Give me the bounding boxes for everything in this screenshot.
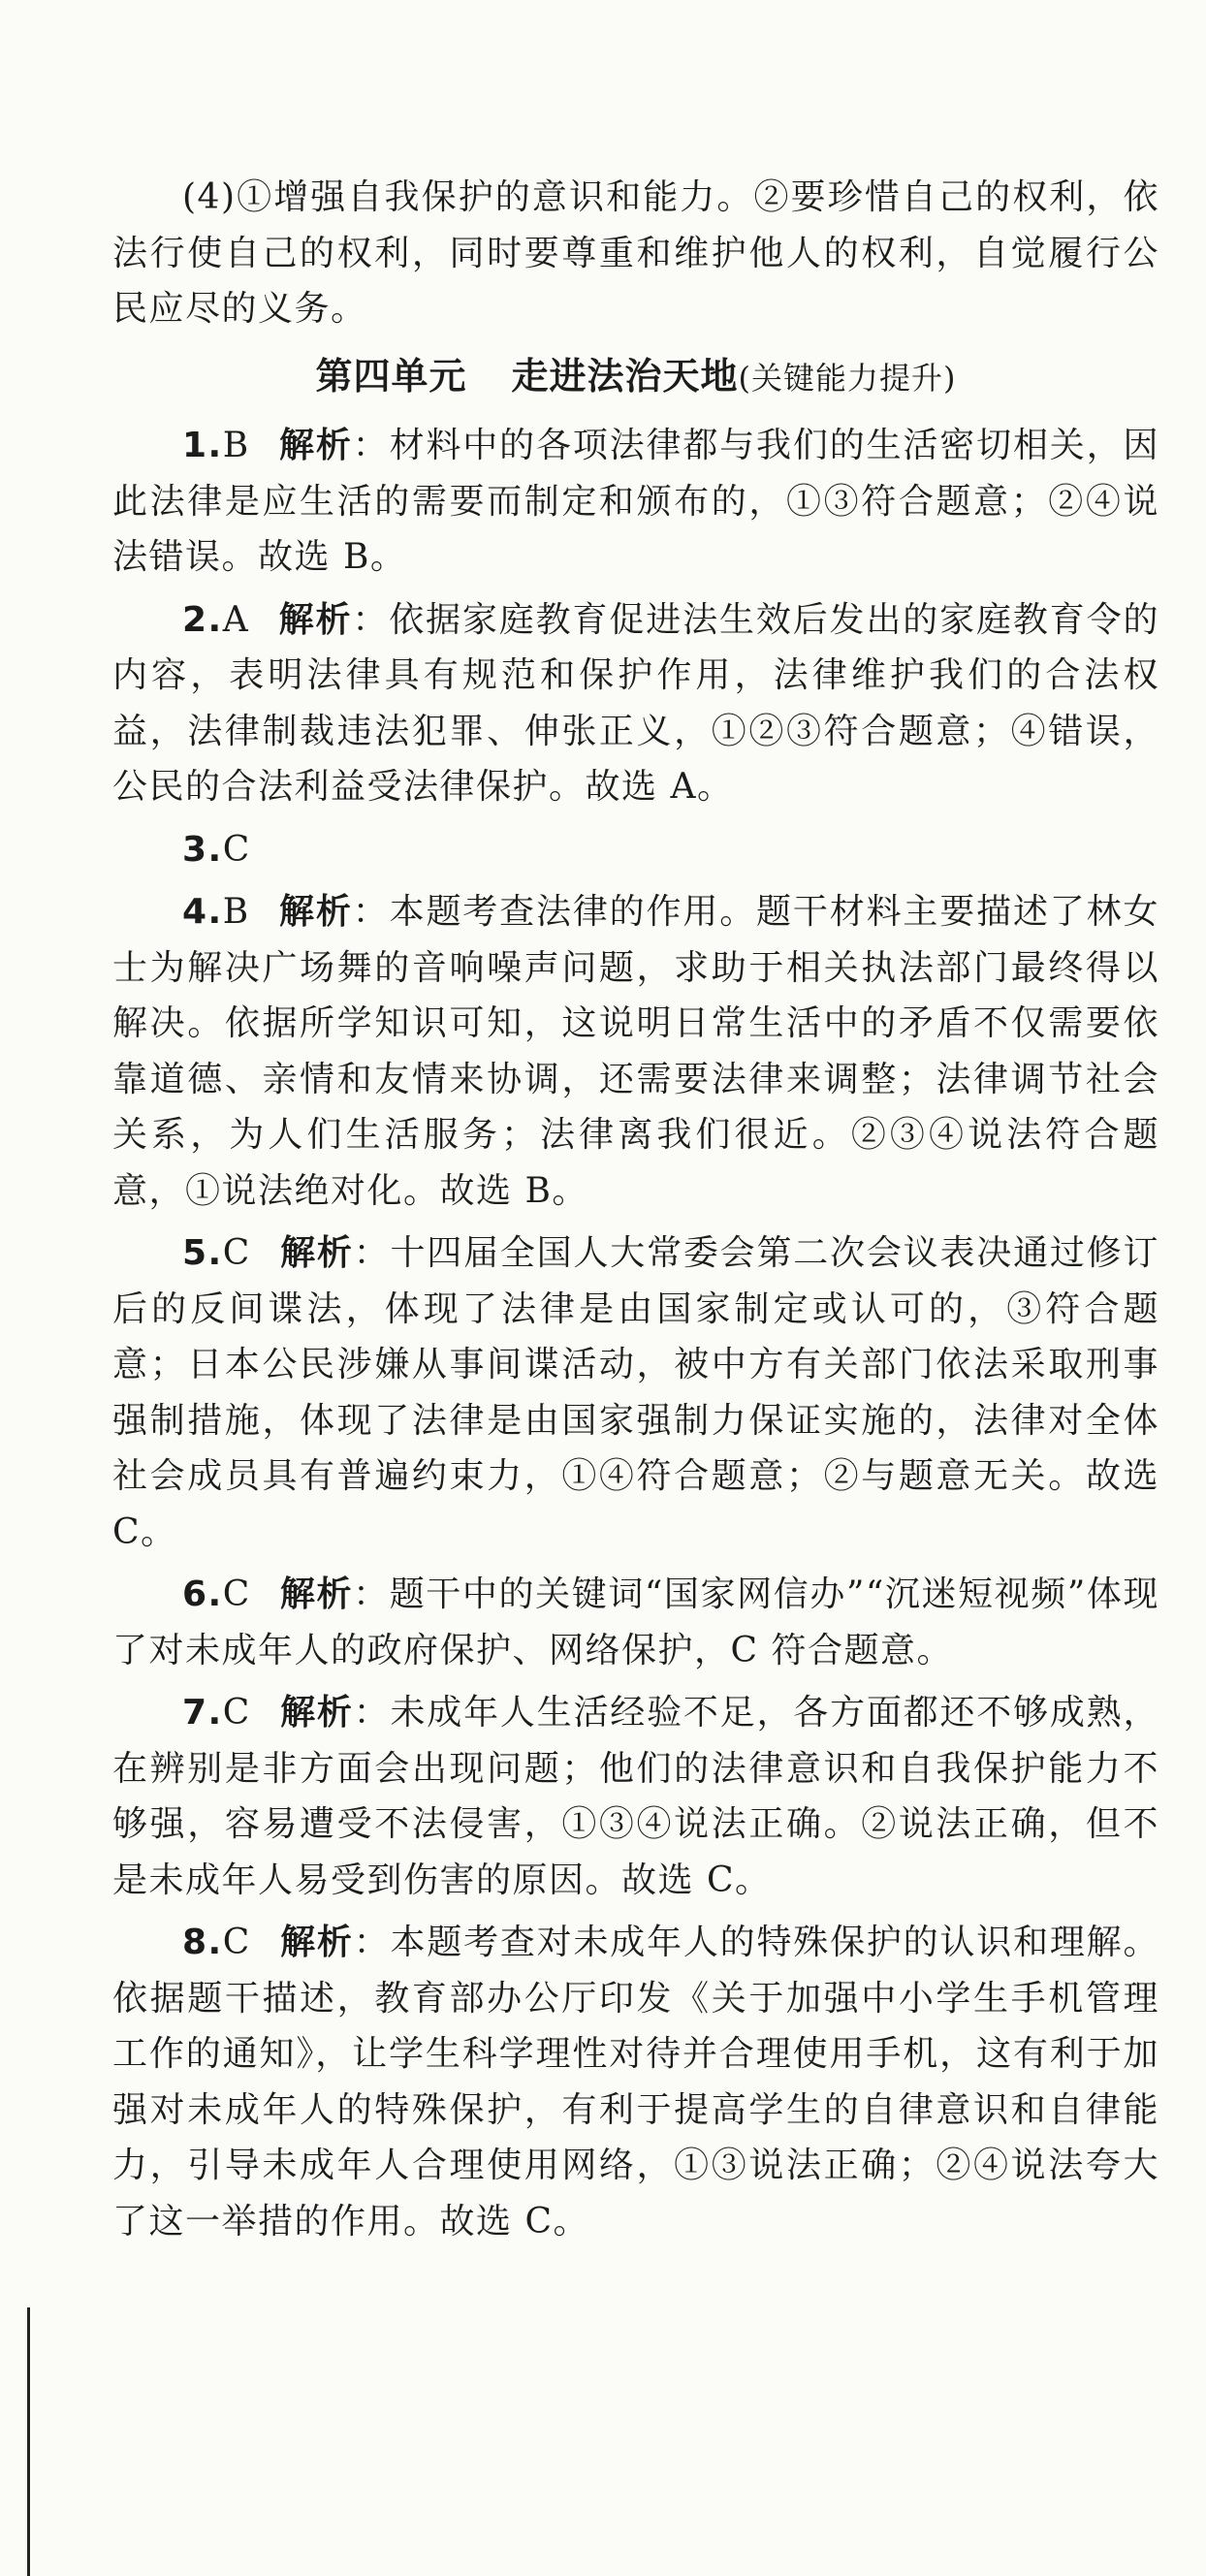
item-explanation: ：本题考查法律的作用。题干材料主要描述了林女士为解决广场舞的音响噪声问题，求助于相关执法部门最终得以解决。依据所学知识可知，这说明日常生活中的矛盾不仅需要依靠道德、亲情和友情来协调，还需要法律来调整；法律调节社会关系，为人们生活服务；法律离我们很近。②③④说法符合题意，①说法绝对化。故选 B。 <box>112 892 1159 1211</box>
analysis-label: 解析 <box>279 1693 354 1733</box>
item-answer: C <box>222 1574 251 1614</box>
item-number: 2. <box>182 599 223 640</box>
item-answer: B <box>222 892 250 932</box>
answer-item <box>112 1685 1159 1908</box>
item-number: 4. <box>182 892 223 932</box>
item-explanation: ：依据家庭教育促进法生效后发出的家庭教育令的内容，表明法律具有规范和保护作用，法律维护我们的合法权益，法律制裁违法犯罪、伸张正义，①②③符合题意；④错误，公民的合法利益受法律保护。故选 A。 <box>112 599 1159 807</box>
answer-item <box>112 592 1159 815</box>
intro-paragraph: (4)①增强自我保护的意识和能力。②要珍惜自己的权利，依法行使自己的权利，同时要尊重和维护他人的权利，自觉履行公民应尽的义务。 <box>112 177 1159 329</box>
answer-item <box>112 822 1159 878</box>
section-title-unit: 第四单元 <box>315 354 467 398</box>
item-number: 5. <box>182 1233 223 1273</box>
item-answer: C <box>222 829 251 870</box>
answer-item <box>112 884 1159 1219</box>
answer-item <box>112 1567 1159 1678</box>
item-number: 7. <box>182 1693 223 1733</box>
analysis-label: 解析 <box>279 1233 354 1273</box>
item-number: 3. <box>182 829 223 870</box>
item-explanation: ：未成年人生活经验不足，各方面都还不够成熟，在辨别是非方面会出现问题；他们的法律意识和自我保护能力不够强，容易遭受不法侵害，①③④说法正确。②说法正确，但不是未成年人易受到伤害的原因。故选 C。 <box>112 1693 1159 1900</box>
answer-content <box>112 170 1159 2249</box>
analysis-label: 解析 <box>279 1923 354 1962</box>
answer-item <box>112 1225 1159 1560</box>
item-number: 1. <box>182 426 223 465</box>
analysis-label: 解析 <box>278 599 353 640</box>
item-explanation: ：材料中的各项法律都与我们的生活密切相关，因此法律是应生活的需要而制定和颁布的，①③符合题意；②④说法错误。故选 B。 <box>112 426 1159 577</box>
page-margin-line <box>27 2307 30 2576</box>
item-answer: C <box>222 1923 251 1962</box>
item-explanation: ：题干中的关键词“国家网信办”“沉迷短视频”体现了对未成年人的政府保护、网络保护，C 符合题意。 <box>112 1574 1159 1670</box>
section-subtitle: (关键能力提升) <box>738 359 957 397</box>
item-explanation: ：十四届全国人大常委会第二次会议表决通过修订后的反间谍法，体现了法律是由国家制定或认可的，③符合题意；日本公民涉嫌从事间谍活动，被中方有关部门依法采取刑事强制措施，体现了法律是由国家强制力保证实施的，法律对全体社会成员具有普遍约束力，①④符合题意；②与题意无关。故选 C。 <box>112 1233 1159 1552</box>
section-title <box>112 349 1159 407</box>
item-number: 6. <box>182 1574 223 1614</box>
item-answer: C <box>222 1233 251 1273</box>
answer-item <box>112 1915 1159 2249</box>
item-explanation: ：本题考查对未成年人的特殊保护的认识和理解。依据题干描述，教育部办公厅印发《关于加强中小学生手机管理工作的通知》，让学生科学理性对待并合理使用手机，这有利于加强对未成年人的特殊保护，有利于提高学生的自律意识和自律能力，引导未成年人合理使用网络，①③说法正确；②④说法夸大了这一举措的作用。故选 C。 <box>112 1923 1159 2242</box>
section-title-topic: 走进法治天地 <box>511 354 739 398</box>
analysis-label: 解析 <box>278 892 353 932</box>
answer-item <box>112 418 1159 586</box>
item-answer: A <box>222 599 250 640</box>
item-answer: C <box>222 1693 251 1733</box>
item-number: 8. <box>182 1923 223 1962</box>
item-answer: B <box>222 426 250 465</box>
analysis-label: 解析 <box>278 426 353 465</box>
analysis-label: 解析 <box>279 1574 354 1614</box>
